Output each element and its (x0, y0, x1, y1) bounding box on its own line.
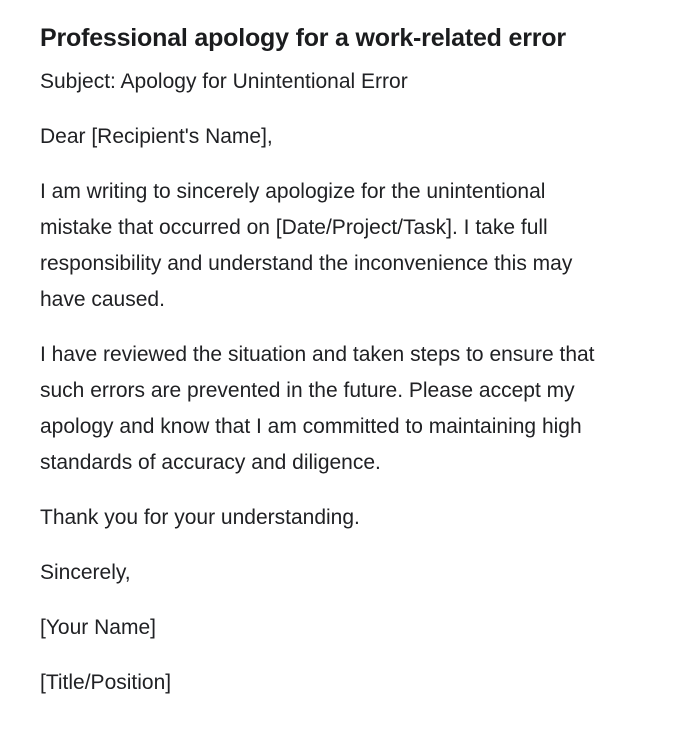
signature-title-placeholder: [Title/Position] (40, 671, 172, 694)
salutation: Dear [Recipient's Name], (40, 125, 273, 148)
body-paragraph-2: I have reviewed the situation and taken steps to ensure that such errors are prevented in the future. Please accept my apology and know that I am committed to maintaining high standards of accuracy and diligence. (40, 343, 595, 474)
body-paragraph-1: I am writing to sincerely apologize for the unintentional mistake that occurred on [Date/Project/Task]. I take full responsibility and understand the inconvenience this may have caused. (40, 180, 573, 311)
subject-line: Subject: Apology for Unintentional Error (40, 70, 408, 93)
page-title: Professional apology for a work-related error (40, 24, 566, 52)
closing-thanks: Thank you for your understanding. (40, 506, 360, 529)
sign-off: Sincerely, (40, 561, 131, 584)
signature-name-placeholder: [Your Name] (40, 616, 156, 639)
